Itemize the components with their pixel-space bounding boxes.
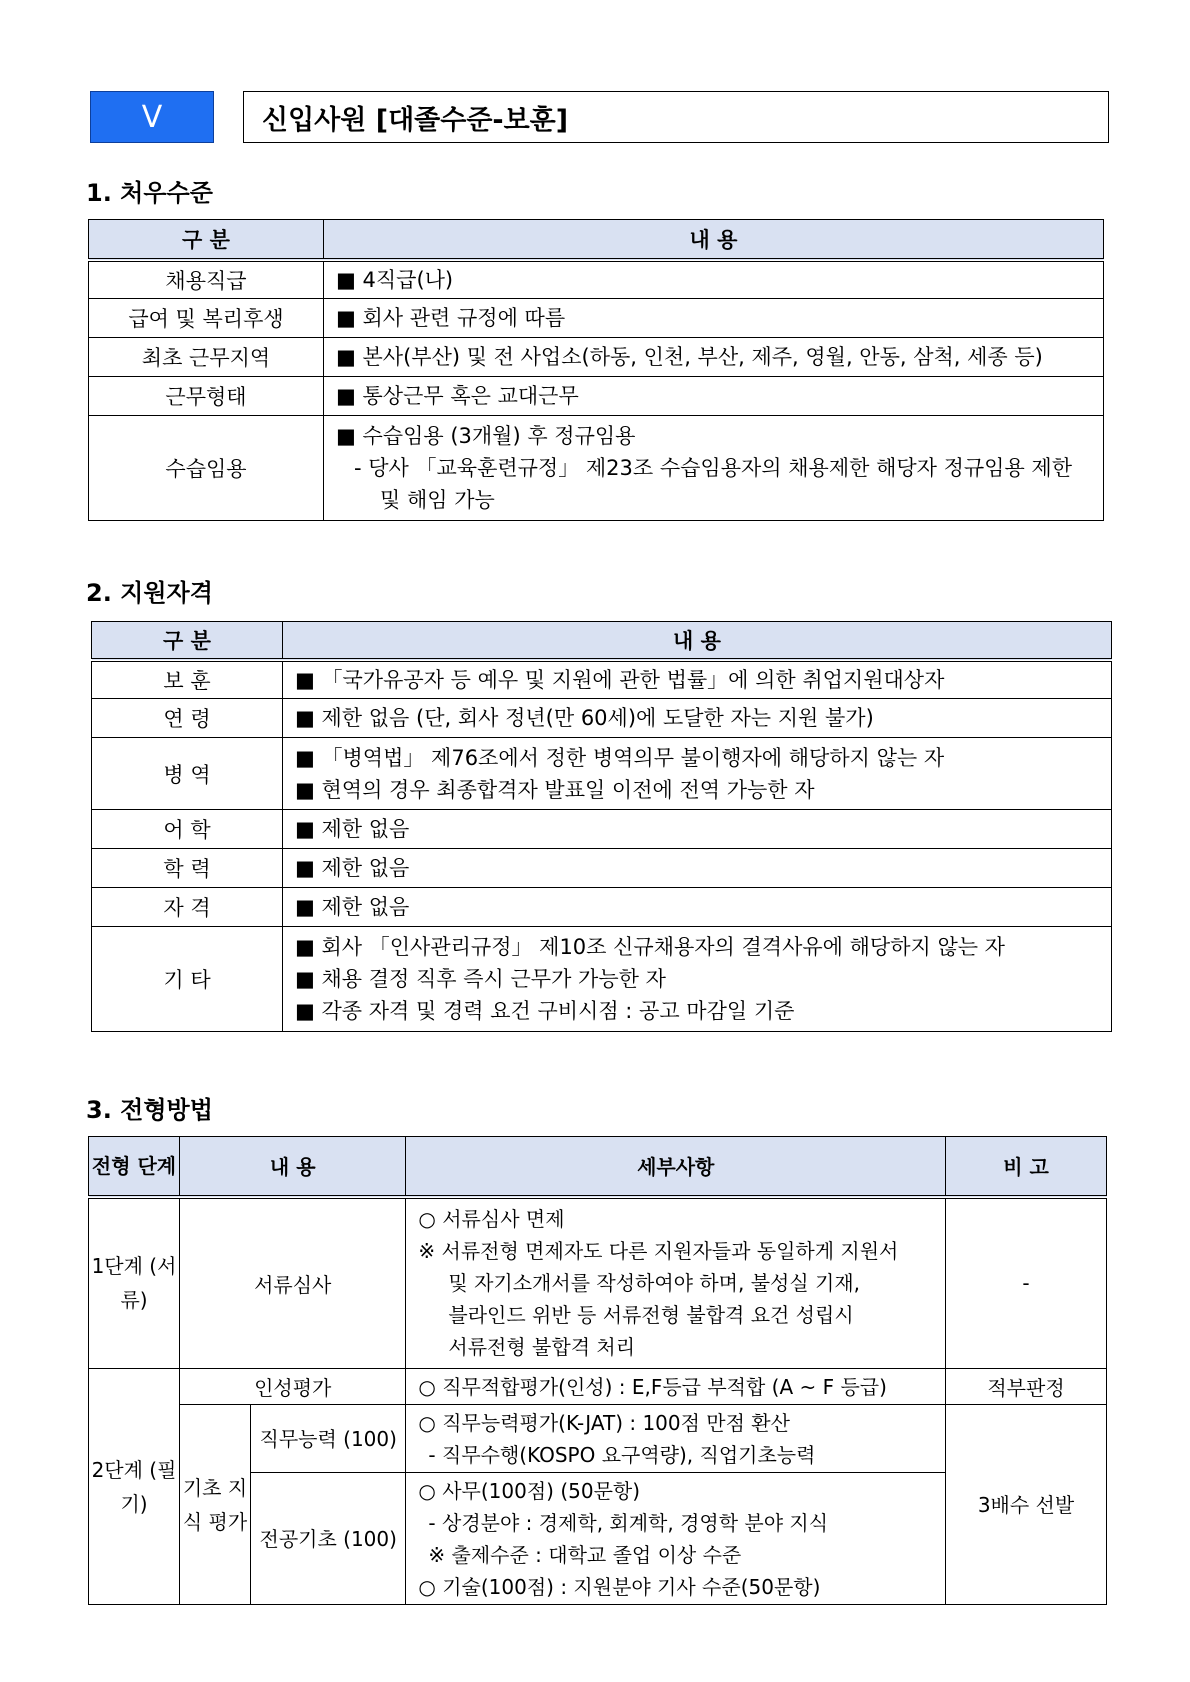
major-line: ※ 출제수준 : 대학교 졸업 이상 수준 (428, 1542, 742, 1567)
chapter-number-badge: V (90, 91, 214, 143)
row-text: ■ 현역의 경우 최종합격자 발표일 이전에 전역 가능한 자 (295, 777, 815, 802)
row-category: 수습임용 (89, 416, 324, 521)
stage1-detail-line: 및 자기소개서를 작성하여야 하며, 불성실 기재, (448, 1271, 861, 1296)
row-category: 병 역 (92, 738, 283, 810)
table-row (92, 699, 1112, 738)
personality-note: 적부판정 (946, 1369, 1107, 1405)
table-row (92, 810, 1112, 849)
row-text: - 당사 「교육훈련규정」 제23조 수습임용자의 채용제한 해당자 정규임용 제한 (354, 456, 1072, 480)
row-text: ■ 수습임용 (3개월) 후 정규임용 (336, 424, 636, 448)
job-ability-line: ○ 직무능력평가(K-JAT) : 100점 만점 환산 (418, 1410, 790, 1435)
section1-heading: 1. 처우수준 (86, 179, 213, 207)
table-row (92, 888, 1112, 927)
stage1-label: 1단계 (서류) (89, 1197, 180, 1369)
row-text: ■ 회사 「인사관리규정」 제10조 신규채용자의 결격사유에 해당하지 않는 자 (295, 935, 1005, 959)
row-text: ■ 본사(부산) 및 전 사업소(하동, 인천, 부산, 제주, 영월, 안동, 삼척, 세종 등) (336, 345, 1043, 369)
major-line: - 상경분야 : 경제학, 회계학, 경영학 분야 지식 (428, 1510, 829, 1535)
row-category: 기 타 (92, 927, 283, 1032)
table-row (89, 338, 1104, 377)
row-category: 학 력 (92, 849, 283, 888)
row-text: ■ 제한 없음 (295, 895, 410, 919)
section1-table (88, 219, 1104, 521)
row-category: 자 격 (92, 888, 283, 927)
col-category-header: 구 분 (92, 622, 283, 660)
row-text: ■ 4직급(나) (336, 267, 454, 292)
basic-knowledge-label: 기초 지식 평가 (180, 1405, 251, 1605)
table-row (89, 377, 1104, 416)
section3-heading: 3. 전형방법 (86, 1096, 213, 1124)
table-row (89, 299, 1104, 338)
table-row (89, 1197, 1107, 1369)
stage1-detail-line: ○ 서류심사 면제 (418, 1207, 565, 1232)
row-text: ■ 각종 자격 및 경력 요건 구비시점 : 공고 마감일 기준 (295, 999, 795, 1023)
row-text: ■ 회사 관련 규정에 따름 (336, 306, 566, 330)
row-category: 연 령 (92, 699, 283, 738)
stage1-content: 서류심사 (180, 1197, 406, 1369)
table-row (89, 1405, 1107, 1473)
stage1-detail-line: ※ 서류전형 면제자도 다른 지원자들과 동일하게 지원서 (418, 1239, 899, 1264)
col-category-header: 구 분 (89, 220, 324, 260)
stage1-detail-line: 서류전형 불합격 처리 (448, 1335, 636, 1360)
personality-detail: ○ 직무적합평가(인성) : E,F등급 부적합 (A ~ F 등급) (418, 1374, 887, 1399)
page-title: 신입사원 [대졸수준-보훈] (243, 91, 1109, 143)
stage1-note: - (946, 1197, 1107, 1369)
row-text: ■ 제한 없음 (295, 856, 410, 880)
row-category: 보 훈 (92, 660, 283, 699)
row-text: ■ 「병역법」 제76조에서 정한 병역의무 불이행자에 해당하지 않는 자 (295, 745, 945, 770)
row-category: 최초 근무지역 (89, 338, 324, 377)
col-stage-header: 전형 단계 (89, 1137, 180, 1197)
col-detail-header: 세부사항 (406, 1137, 946, 1197)
table-row (89, 260, 1104, 299)
table-row (89, 416, 1104, 521)
table-row (92, 660, 1112, 699)
table-row (92, 927, 1112, 1032)
table-row (92, 849, 1112, 888)
row-text: ■ 채용 결정 직후 즉시 근무가 가능한 자 (295, 967, 666, 991)
row-text: 및 해임 가능 (380, 488, 495, 512)
row-category: 급여 및 복리후생 (89, 299, 324, 338)
personality-label: 인성평가 (180, 1369, 406, 1405)
col-content-header: 내 용 (283, 622, 1112, 660)
job-ability-line: - 직무수행(KOSPO 요구역량), 직업기초능력 (428, 1442, 816, 1467)
stage1-detail-line: 블라인드 위반 등 서류전형 불합격 요건 성립시 (448, 1303, 854, 1328)
section2-table (91, 621, 1112, 1032)
table-row (92, 738, 1112, 810)
table-row (89, 1369, 1107, 1405)
row-category: 채용직급 (89, 260, 324, 299)
major-basics-label: 전공기초 (100) (251, 1473, 406, 1605)
major-line: ○ 기술(100점) : 지원분야 기사 수준(50문항) (418, 1574, 821, 1599)
row-text: ■ 제한 없음 (단, 회사 정년(만 60세)에 도달한 자는 지원 불가) (295, 706, 874, 730)
col-content-header: 내 용 (324, 220, 1104, 260)
col-content-header: 내 용 (180, 1137, 406, 1197)
row-category: 어 학 (92, 810, 283, 849)
stage2-label: 2단계 (필기) (89, 1369, 180, 1605)
col-note-header: 비 고 (946, 1137, 1107, 1197)
stage2-note: 3배수 선발 (946, 1405, 1107, 1605)
job-ability-label: 직무능력 (100) (251, 1405, 406, 1473)
row-category: 근무형태 (89, 377, 324, 416)
row-text: ■ 「국가유공자 등 예우 및 지원에 관한 법률」에 의한 취업지원대상자 (295, 667, 945, 692)
major-line: ○ 사무(100점) (50문항) (418, 1478, 641, 1503)
section3-table (88, 1136, 1107, 1605)
section2-heading: 2. 지원자격 (86, 579, 213, 607)
row-text: ■ 통상근무 혹은 교대근무 (336, 384, 579, 408)
row-text: ■ 제한 없음 (295, 817, 410, 841)
